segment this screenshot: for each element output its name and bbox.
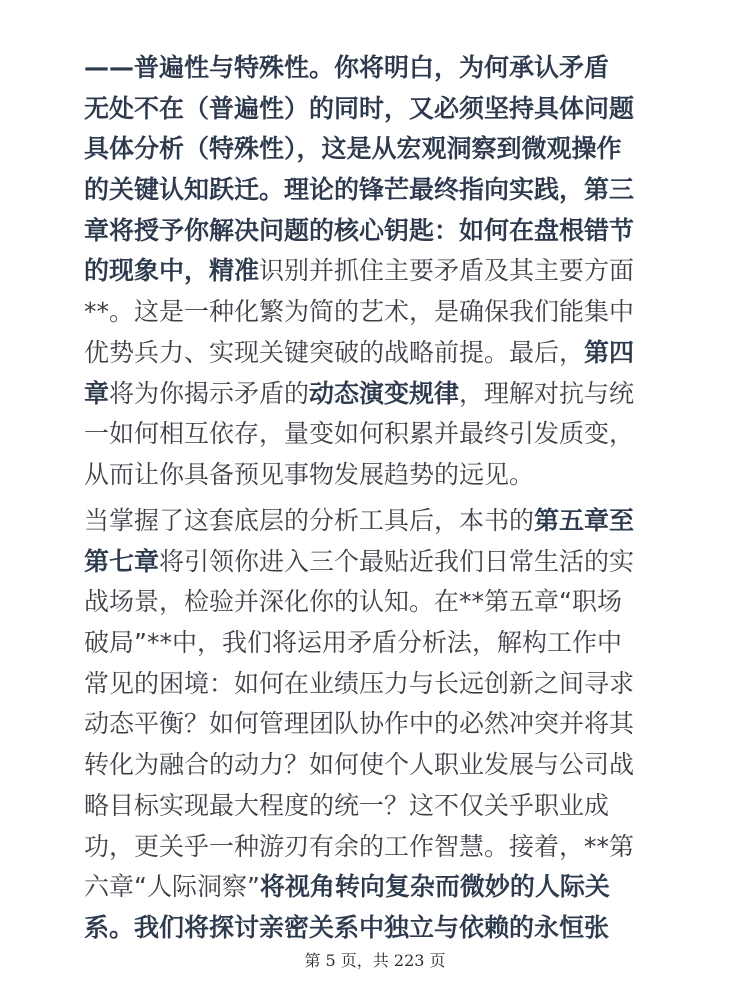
text-segment: 功，更关乎一种游刃有余的工作智慧。接着，**第 [84, 831, 635, 861]
bold-text-segment: 的现象中，精准 [84, 256, 260, 286]
text-segment: 破局”**中，我们将运用矛盾分析法，解构工作中 [84, 628, 622, 658]
text-line [84, 704, 670, 745]
text-segment: 从而让你具备预见事物发展趋势的远见。 [84, 459, 535, 489]
page-number-footer: 第 5 页，共 223 页 [304, 951, 446, 970]
text-segment: ，理解对抗与统 [459, 378, 635, 408]
bold-text-segment: 具体分析（特殊性），这是从宏观洞察到微观操作 [84, 134, 622, 164]
bold-text-segment: 将视角转向复杂而微妙的人际关 [259, 872, 610, 902]
text-segment: 动态平衡？如何管理团队协作中的必然冲突并将其 [84, 709, 635, 739]
bold-text-segment: 系。我们将探讨亲密关系中独立与依赖的永恒张 [84, 912, 610, 942]
text-line [84, 664, 670, 705]
text-segment: 六章“人际洞察” [84, 872, 260, 902]
paragraph-2 [84, 501, 670, 949]
text-segment: 将引领你进入三个最贴近我们日常生活的实 [159, 546, 635, 576]
text-segment: 一如何相互依存，量变如何积累并最终引发质变， [84, 419, 635, 449]
text-segment: 将为你揭示矛盾的 [109, 378, 310, 408]
text-segment: 当掌握了这套底层的分析工具后，本书的 [84, 506, 535, 535]
text-segment: **。这是一种化繁为简的艺术，是确保我们能集中 [84, 297, 635, 327]
text-line [84, 501, 670, 542]
text-segment: 优势兵力、实现关键突破的战略前提。最后， [84, 337, 585, 367]
text-segment: 常见的困境：如何在业绩压力与长远创新之间寻求 [84, 668, 635, 698]
text-line [84, 542, 670, 583]
text-line [84, 745, 670, 786]
text-line [84, 827, 670, 868]
bold-text-segment: 无处不在（普遍性）的同时，又必须坚持具体问题 [84, 93, 635, 123]
text-line [84, 211, 670, 252]
text-line [84, 89, 670, 130]
bold-text-segment: 第五章至 [534, 506, 635, 535]
text-line [84, 867, 670, 908]
text-line [84, 170, 670, 211]
text-segment: 转化为融合的动力？如何使个人职业发展与公司战 [84, 750, 635, 780]
bold-text-segment: 第四 [584, 337, 635, 367]
text-line [84, 582, 670, 623]
text-line [84, 374, 670, 415]
text-line [84, 455, 670, 496]
text-line [84, 414, 670, 455]
text-segment: 识别并抓住主要矛盾及其主要方面 [259, 256, 635, 286]
text-line [84, 292, 670, 333]
paragraph-1 [84, 48, 670, 496]
bold-text-segment: ——普遍性与特殊性。你将明白，为何承认矛盾 [84, 53, 610, 82]
text-line [84, 908, 670, 949]
text-line [84, 129, 670, 170]
bold-text-segment: 动态演变规律 [309, 378, 460, 408]
text-line [84, 251, 670, 292]
text-line [84, 333, 670, 374]
text-segment: 略目标实现最大程度的统一？这不仅关乎职业成 [84, 790, 610, 820]
bold-text-segment: 的关键认知跃迁。理论的锋芒最终指向实践，第三 [84, 175, 635, 205]
bold-text-segment: 第七章 [84, 546, 160, 576]
text-line [84, 623, 670, 664]
text-line [84, 48, 670, 89]
text-segment: 战场景，检验并深化你的认知。在**第五章“职场 [84, 587, 622, 617]
bold-text-segment: 章将授予你解决问题的核心钥匙：如何在盘根错节 [84, 215, 635, 245]
text-line [84, 786, 670, 827]
bold-text-segment: 章 [84, 378, 110, 408]
